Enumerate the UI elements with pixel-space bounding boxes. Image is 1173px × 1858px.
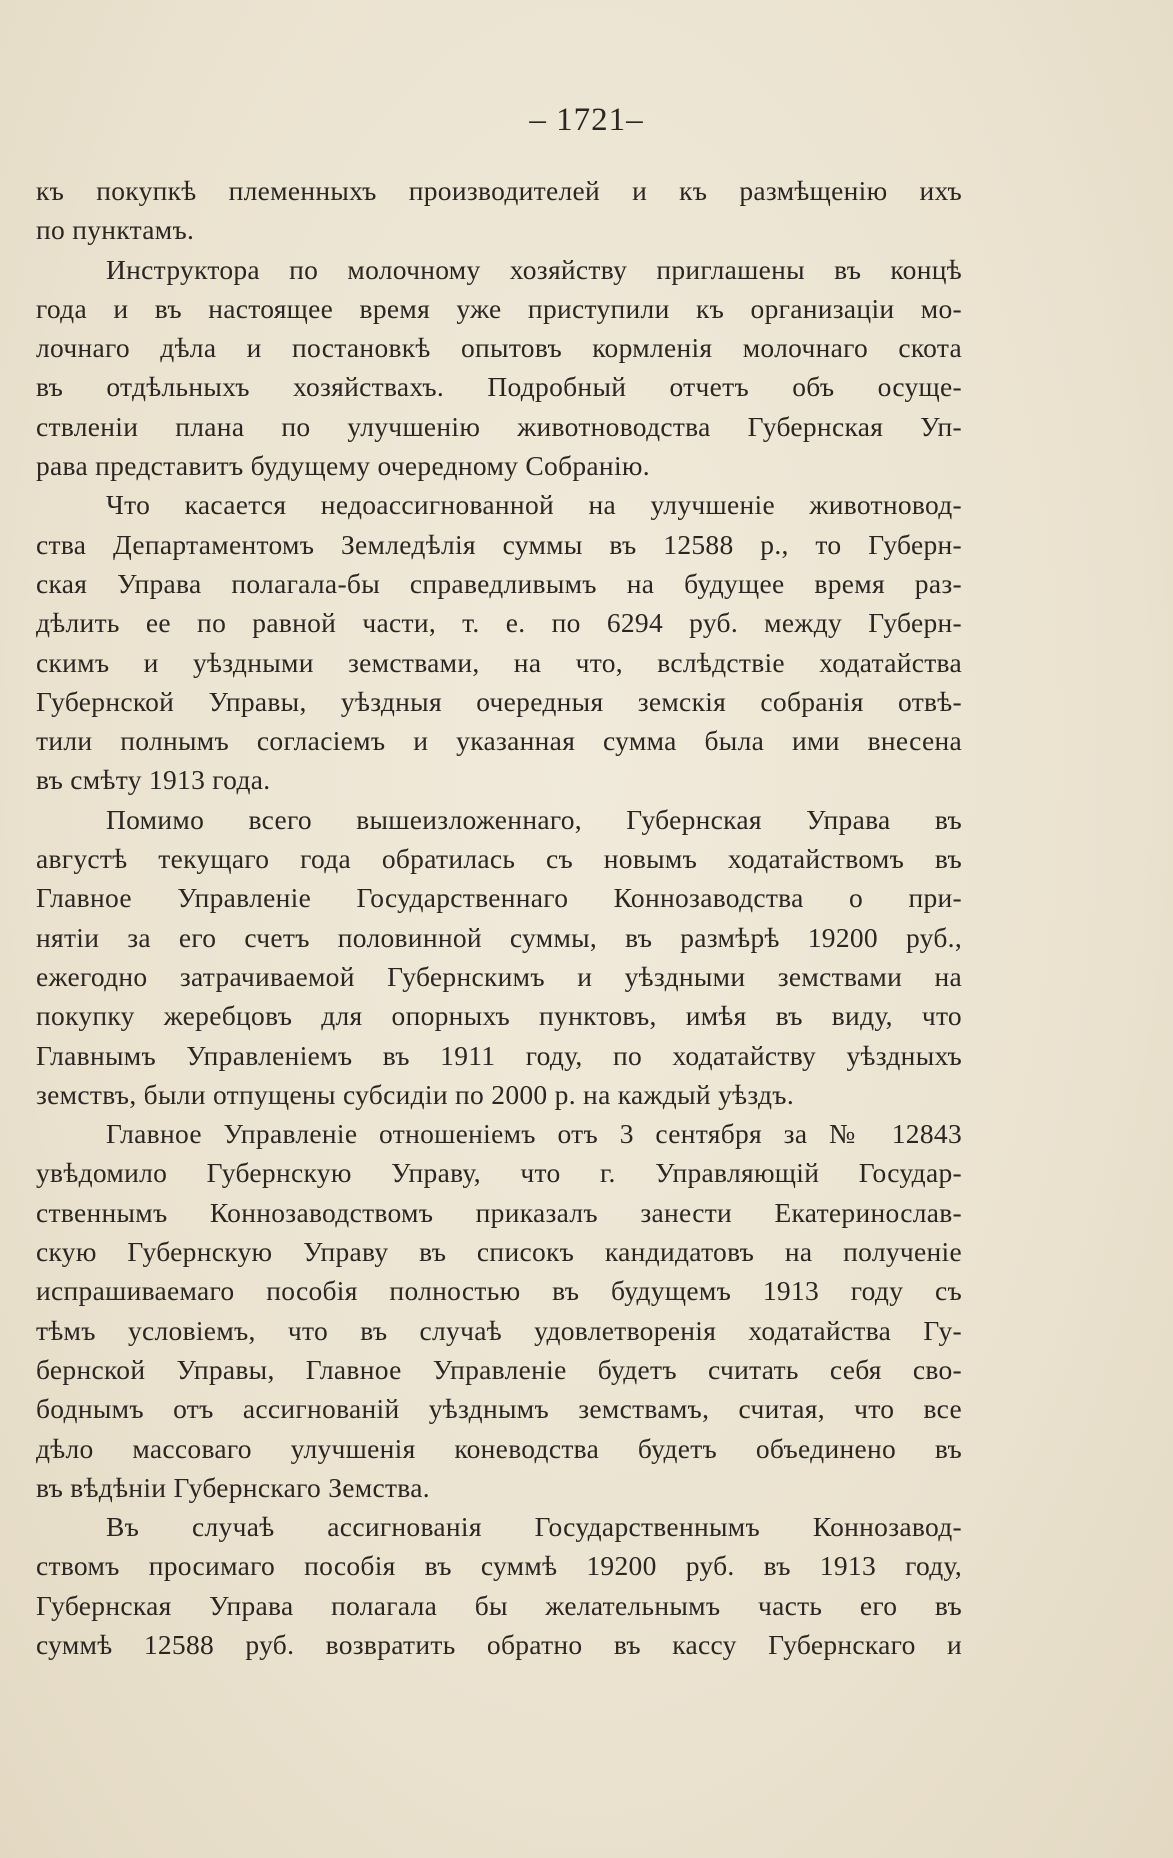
text-line: дѣло массоваго улучшенія коневодства будетъ объединено въ [36, 1432, 962, 1464]
text-line: по пунктамъ. [36, 214, 195, 246]
text-line: лочнаго дѣла и постановкѣ опытовъ кормленія молочнаго скота [36, 332, 962, 364]
text-line: Главное Управленіе отношеніемъ отъ 3 сентября за № 12843 [106, 1118, 962, 1150]
text-line: ствленіи плана по улучшенію животноводства Губернская Уп- [36, 410, 962, 442]
text-line: ственнымъ Коннозаводствомъ приказалъ занести Екатеринослав- [36, 1196, 962, 1228]
text-line: скую Губернскую Управу въ списокъ кандидатовъ на полученіе [36, 1236, 962, 1268]
text-line: въ смѣту 1913 года. [36, 764, 271, 796]
text-line: Главное Управленіе Государственнаго Коннозаводства о при- [36, 882, 962, 914]
text-line: бернской Управы, Главное Управленіе будетъ считать себя сво- [36, 1353, 962, 1385]
text-line: земствъ, были отпущены субсидіи по 2000 р. на каждый уѣздъ. [36, 1078, 794, 1110]
text-line: Въ случаѣ ассигнованія Государственнымъ Коннозавод- [106, 1511, 962, 1543]
text-line: къ покупкѣ племенныхъ производителей и къ размѣщенію ихъ [36, 175, 962, 206]
body-text [36, 171, 962, 1664]
text-line: боднымъ отъ ассигнованій уѣзднымъ земствамъ, считая, что все [36, 1393, 962, 1425]
text-line: покупку жеребцовъ для опорныхъ пунктовъ, имѣя въ виду, что [36, 1000, 962, 1032]
text-line: скимъ и уѣздными земствами, на что, вслѣдствіе ходатайства [36, 646, 962, 678]
text-line: тили полнымъ согласіемъ и указанная сумма была ими внесена [36, 725, 962, 757]
text-line: въ вѣдѣніи Губернскаго Земства. [36, 1471, 430, 1503]
text-line: увѣдомило Губернскую Управу, что г. Управляющій Государ- [36, 1157, 962, 1189]
text-line: испрашиваемаго пособія полностью въ будущемъ 1913 году съ [36, 1275, 962, 1307]
text-line: ствомъ просимаго пособія въ суммѣ 19200 руб. въ 1913 году, [36, 1550, 962, 1582]
text-line: Помимо всего вышеизложеннаго, Губернская Управа въ [106, 803, 962, 835]
text-line: Что касается недоассигнованной на улучшеніе животновод- [106, 489, 962, 521]
text-line: ства Департаментомъ Земледѣлія суммы въ 12588 р., то Губерн- [36, 528, 962, 560]
text-line: Главнымъ Управленіемъ въ 1911 году, по ходатайству уѣздныхъ [36, 1039, 962, 1071]
text-line: Губернской Управы, уѣздныя очередныя земскія собранія отвѣ- [36, 685, 962, 717]
text-line: августѣ текущаго года обратилась съ новымъ ходатайствомъ въ [36, 843, 962, 875]
text-line: ежегодно затрачиваемой Губернскимъ и уѣздными земствами на [36, 960, 962, 992]
text-line: нятіи за его счетъ половинной суммы, въ размѣрѣ 19200 руб., [36, 921, 962, 953]
text-line: дѣлить ее по равной части, т. е. по 6294 руб. между Губерн- [36, 607, 962, 639]
text-line: тѣмъ условіемъ, что въ случаѣ удовлетворенія ходатайства Гу- [36, 1314, 962, 1346]
text-line: года и въ настоящее время уже приступили къ организаціи мо- [36, 292, 962, 324]
text-line: Губернская Управа полагала бы желательнымъ часть его въ [36, 1589, 962, 1621]
text-line: ская Управа полагала-бы справедливымъ на будущее время раз- [36, 567, 962, 599]
text-line: рава представитъ будущему очередному Собранію. [36, 450, 650, 482]
text-line: въ отдѣльныхъ хозяйствахъ. Подробный отчетъ объ осуще- [36, 371, 962, 403]
page-number: – 1721– [529, 102, 644, 138]
text-line: суммѣ 12588 руб. возвратить обратно въ кассу Губернскаго и [36, 1628, 962, 1660]
text-line: Инструктора по молочному хозяйству приглашены въ концѣ [106, 253, 962, 285]
